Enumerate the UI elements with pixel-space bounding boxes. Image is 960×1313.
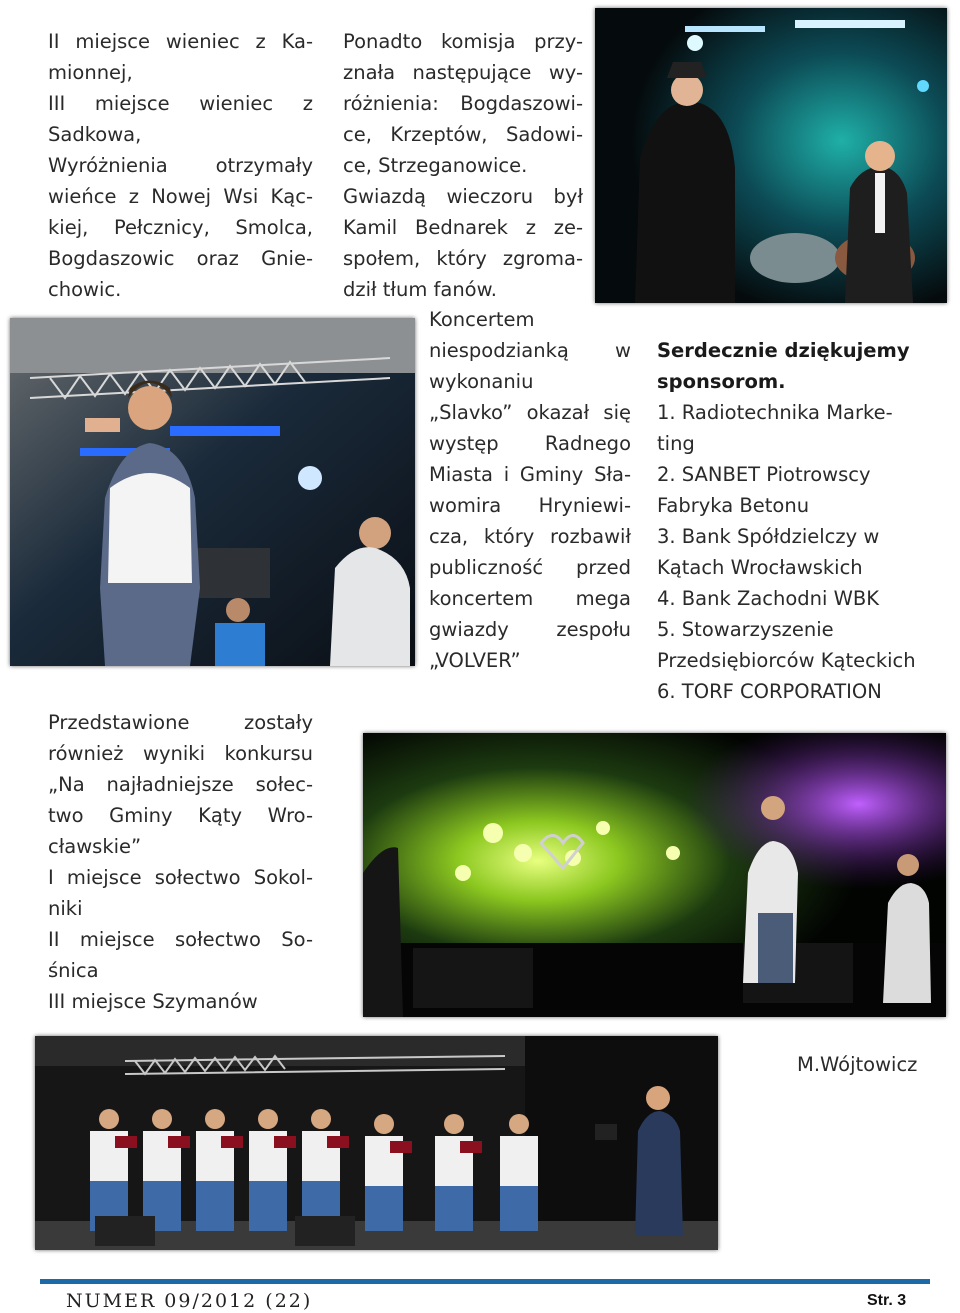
- text-line: cza, który rozbawił: [429, 525, 631, 548]
- sponsor-line: Kątach Wrocławskich: [657, 556, 863, 579]
- text-line: również wyniki konkursu: [48, 742, 313, 765]
- text-line: publiczność przed: [429, 556, 631, 579]
- text-line: mionnej,: [48, 61, 133, 84]
- text-line: Przedstawione zostały: [48, 711, 313, 734]
- sponsor-line: 5. Stowarzyszenie: [657, 618, 834, 641]
- text-line: II miejsce wieniec z Ka-: [48, 30, 313, 53]
- sponsor-line: 3. Bank Spółdzielczy w: [657, 525, 880, 548]
- col2-top-text: [343, 26, 583, 305]
- text-line: ce, Krzeptów, Sadowi-: [343, 123, 583, 146]
- photo-two-singers: [595, 8, 947, 303]
- sponsors-heading: sponsorom.: [657, 370, 786, 393]
- text-line: I miejsce sołectwo Sokol-: [48, 866, 313, 889]
- text-line: dził tłum fanów.: [343, 278, 497, 301]
- text-line: śnica: [48, 959, 99, 982]
- photo-singer-tanktop-image: [10, 318, 415, 666]
- photo-band-stage-image: [363, 733, 946, 1017]
- text-line: „Slavko” okazał się: [429, 401, 631, 424]
- col1-top-text: [48, 26, 313, 305]
- text-line: womira Hryniewi-: [429, 494, 631, 517]
- issue-number: NUMER 09/2012 (22): [66, 1290, 313, 1312]
- text-line: III miejsce wieniec z: [48, 92, 313, 115]
- page-number: Str. 3: [867, 1292, 907, 1309]
- text-line: wieńce z Nowej Wsi Kąc-: [48, 185, 313, 208]
- text-line: niespodzianką w: [429, 339, 631, 362]
- text-line: Koncertem: [429, 308, 535, 331]
- photo-two-singers-image: [595, 8, 947, 303]
- author-signature: M.Wójtowicz: [797, 1053, 918, 1076]
- text-line: „VOLVER”: [429, 649, 521, 672]
- text-line: Kamil Bednarek z ze-: [343, 216, 583, 239]
- photo-band-stage: [363, 733, 946, 1017]
- text-line: two Gminy Kąty Wro-: [48, 804, 313, 827]
- text-line: Miasta i Gminy Sła-: [429, 463, 631, 486]
- text-line: chowic.: [48, 278, 122, 301]
- contest-text: [48, 707, 313, 1017]
- photo-choir-image: [35, 1036, 718, 1250]
- sponsor-line: 2. SANBET Piotrowscy: [657, 463, 871, 486]
- text-line: II miejsce sołectwo So-: [48, 928, 313, 951]
- text-line: koncertem mega: [429, 587, 631, 610]
- text-line: cławskie”: [48, 835, 142, 858]
- text-line: wykonaniu: [429, 370, 534, 393]
- text-line: „Na najładniejsze sołec-: [48, 773, 313, 796]
- sponsor-line: 4. Bank Zachodni WBK: [657, 587, 880, 610]
- sponsors-heading: Serdecznie dziękujemy: [657, 339, 910, 362]
- text-line: Wyróżnienia otrzymały: [48, 154, 313, 177]
- text-line: Sadkowa,: [48, 123, 142, 146]
- text-line: III miejsce Szymanów: [48, 990, 258, 1013]
- text-line: występ Radnego: [429, 432, 631, 455]
- text-line: gwiazdy zespołu: [429, 618, 631, 641]
- concert-text: [429, 304, 631, 676]
- text-line: Gwiazdą wieczoru był: [343, 185, 583, 208]
- sponsor-line: 6. TORF CORPORATION: [657, 680, 882, 703]
- text-line: różnienia: Bogdaszowi-: [343, 92, 583, 115]
- footer-bar: [40, 1279, 930, 1284]
- sponsor-line: ting: [657, 432, 695, 455]
- text-line: Bogdaszowic oraz Gnie-: [48, 247, 313, 270]
- sponsor-line: Przedsiębiorców Kąteckich: [657, 649, 916, 672]
- text-line: niki: [48, 897, 83, 920]
- photo-singer-tanktop: [10, 318, 415, 666]
- text-line: znała następujące wy-: [343, 61, 583, 84]
- sponsor-line: 1. Radiotechnika Marke-: [657, 401, 893, 424]
- sponsors-block: [657, 335, 952, 707]
- text-line: Ponadto komisja przy-: [343, 30, 583, 53]
- sponsor-line: Fabryka Betonu: [657, 494, 810, 517]
- photo-choir: [35, 1036, 718, 1250]
- text-line: społem, który zgroma-: [343, 247, 583, 270]
- text-line: kiej, Pełcznicy, Smolca,: [48, 216, 313, 239]
- text-line: ce, Strzeganowice.: [343, 154, 528, 177]
